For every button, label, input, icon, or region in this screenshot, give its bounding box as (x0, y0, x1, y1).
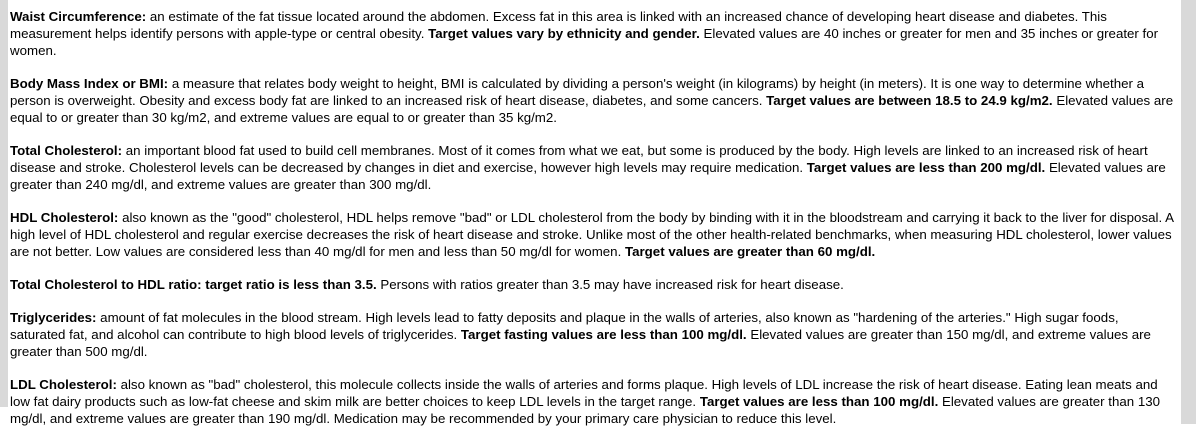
definition-text: also known as "bad" cholesterol, this molecule collects inside the walls of arteries and forms plaque. High levels of LDL increase the risk of heart disease. Eating lean meats and low fat dairy products such as low-fat cheese and skim milk are better choices to keep LDL levels in the target range. (10, 377, 1158, 409)
term-label: HDL Cholesterol: (10, 210, 123, 225)
right-border-strip (1181, 0, 1196, 424)
paragraph-total-cholesterol (10, 142, 1176, 193)
threshold-text: Elevated values are greater than 240 mg/dl, and extreme values are greater than 300 mg/dl. (10, 160, 1166, 192)
definition-text: a measure that relates body weight to height, BMI is calculated by dividing a person's weight (in kilograms) by height (in meters). It is one way to determine whether a person is overweight. Obesity and excess body fat are linked to an increased risk of heart disease, diabetes, and some cancers. (10, 76, 1145, 108)
paragraph-cholesterol-hdl-ratio (10, 276, 1176, 293)
term-label: Total Cholesterol: (10, 143, 126, 158)
paragraph-bmi (10, 75, 1176, 126)
definition-text: Persons with ratios greater than 3.5 may have increased risk for heart disease. (380, 277, 844, 292)
target-values-text: Target values are less than 200 mg/dl. (806, 160, 1049, 175)
left-border-strip (0, 0, 8, 407)
target-values-text: Target values are greater than 60 mg/dl. (624, 244, 876, 259)
target-values-text: Target fasting values are less than 100 mg/dl. (460, 327, 751, 342)
threshold-text: Elevated values are greater than 130 mg/dl, and extreme values are greater than 190 mg/dl. Medication may be recommended by your primary care physician to reduce this level. (10, 394, 1161, 426)
health-definitions-document (8, 0, 1181, 443)
target-values-text: Target values are less than 100 mg/dl. (699, 394, 942, 409)
paragraph-triglycerides (10, 309, 1176, 360)
definition-text: an important blood fat used to build cell membranes. Most of it comes from what we eat, but some is produced by the body. High levels are linked to an increased risk of heart disease and stroke. Cholesterol levels can be decreased by changes in diet and exercise, however high levels may require medication. (10, 143, 1148, 175)
term-label: Waist Circumference: (10, 9, 150, 24)
term-label: Body Mass Index or BMI: (10, 76, 172, 91)
definition-text: also known as the "good" cholesterol, HDL helps remove "bad" or LDL cholesterol from the body by binding with it in the bloodstream and carrying it back to the liver for disposal. A high level of HDL cholesterol and regular exercise decreases the risk of heart disease and stroke. Unlike most of the other health-related benchmarks, when measuring HDL cholesterol, lower values are not better. Low values are considered less than 40 mg/dl for men and less than 50 mg/dl for women. (10, 210, 1174, 259)
threshold-text: Elevated values are 40 inches or greater for men and 35 inches or greater for women. (10, 26, 1159, 58)
term-label: LDL Cholesterol: (10, 377, 121, 392)
target-values-text: Target values vary by ethnicity and gender. (428, 26, 704, 41)
term-label: Triglycerides: (10, 310, 101, 325)
definition-text: an estimate of the fat tissue located around the abdomen. Excess fat in this area is linked with an increased chance of developing heart disease and diabetes. This measurement helps identify persons with apple-type or central obesity. (10, 9, 1107, 41)
paragraph-hdl-cholesterol (10, 209, 1176, 260)
target-values-text: Target values are between 18.5 to 24.9 kg/m2. (766, 93, 1057, 108)
threshold-text: Elevated values are equal to or greater than 30 kg/m2, and extreme values are equal to or greater than 35 kg/m2. (10, 93, 1174, 125)
term-label: Total Cholesterol to HDL ratio: target ratio is less than 3.5. (10, 277, 381, 292)
definition-text: amount of fat molecules in the blood stream. High levels lead to fatty deposits and plaque in the walls of arteries, also known as "hardening of the arteries." High sugar foods, saturated fat, and alcohol can contribute to high blood levels of triglycerides. (10, 310, 1119, 342)
paragraph-waist-circumference (10, 8, 1176, 59)
paragraph-ldl-cholesterol (10, 376, 1176, 427)
threshold-text: Elevated values are greater than 150 mg/dl, and extreme values are greater than 500 mg/dl. (10, 327, 1151, 359)
